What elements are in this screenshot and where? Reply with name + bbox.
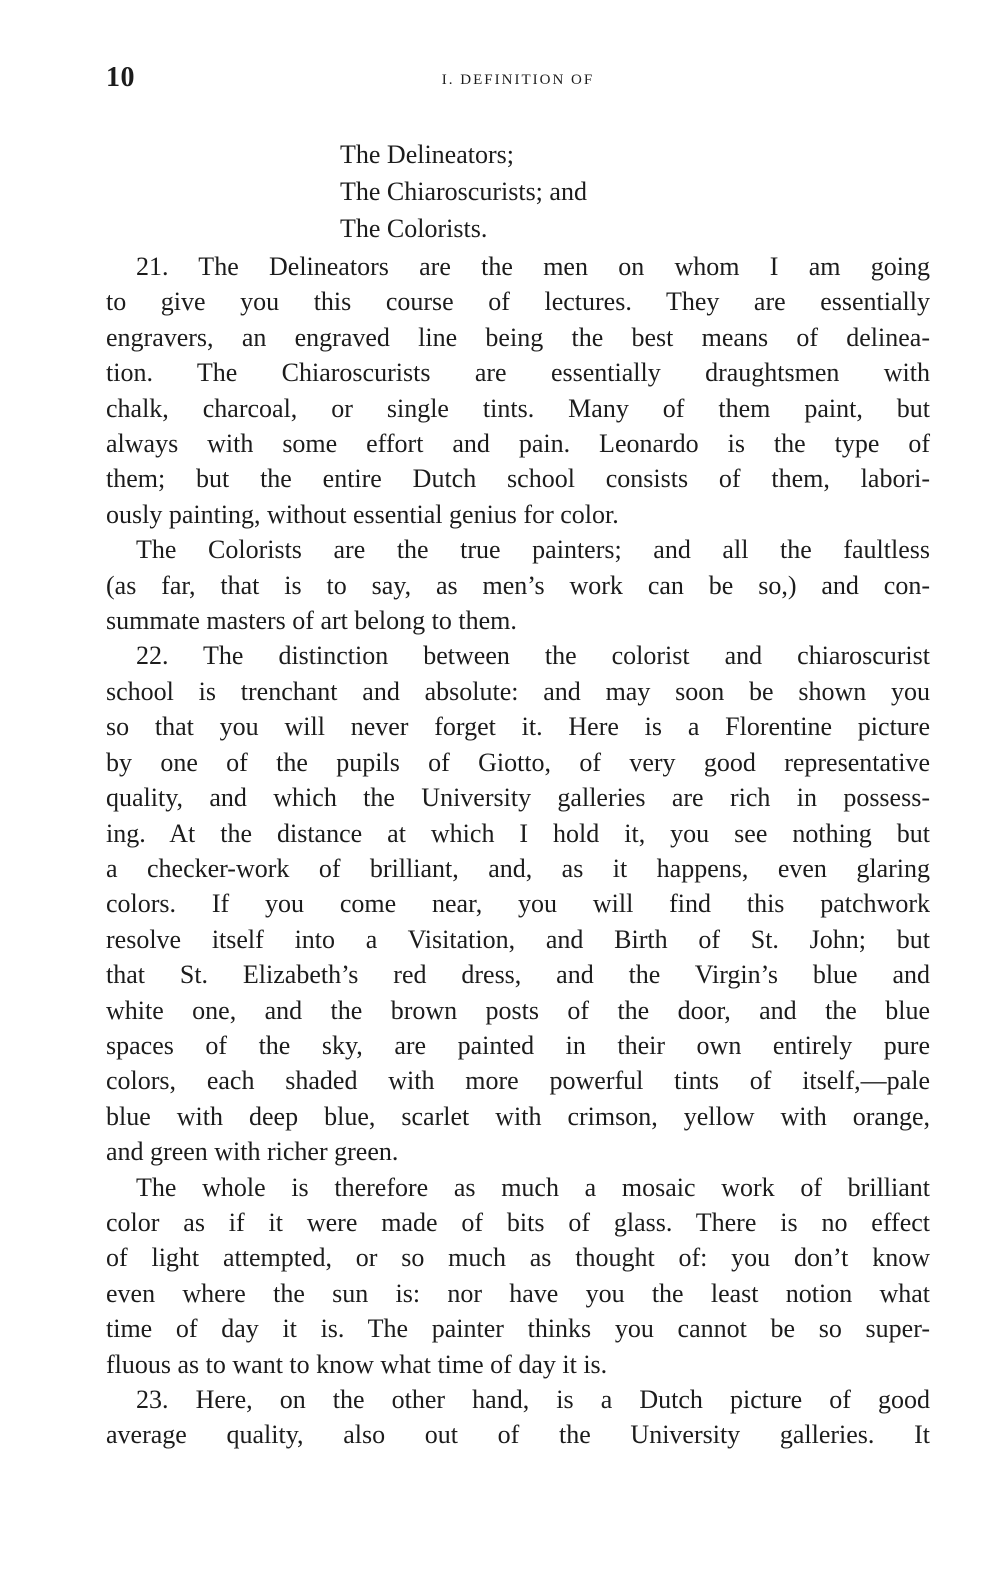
text-line: that St. Elizabeth’s red dress, and the Virgin’s blue and	[106, 960, 930, 990]
text-line: The whole is therefore as much a mosaic work of brilliant	[136, 1172, 930, 1202]
text-line: to give you this course of lectures. They are essentially	[106, 287, 930, 317]
schools-list	[340, 136, 930, 247]
text-line: by one of the pupils of Giotto, of very good representative	[106, 747, 930, 777]
text-line: (as far, that is to say, as men’s work can be so,) and con-	[106, 570, 930, 600]
list-item: The Colorists.	[340, 214, 488, 243]
list-item: The Delineators;	[340, 140, 514, 169]
text-line: average quality, also out of the University galleries. It	[106, 1420, 930, 1450]
text-line: fluous as to want to know what time of day it is.	[106, 1349, 608, 1379]
text-line: so that you will never forget it. Here is a Florentine picture	[106, 712, 930, 742]
text-line: 22. The distinction between the colorist and chiaroscurist	[136, 641, 930, 671]
text-line: tion. The Chiaroscurists are essentially draughtsmen with	[106, 358, 930, 388]
text-line: colors, each shaded with more powerful tints of itself,—pale	[106, 1066, 930, 1096]
text-line: time of day it is. The painter thinks you cannot be so super-	[106, 1314, 930, 1344]
text-line: even where the sun is: nor have you the least notion what	[106, 1278, 930, 1308]
text-line: summate masters of art belong to them.	[106, 606, 517, 636]
paragraph	[106, 1170, 930, 1382]
text-line: 21. The Delineators are the men on whom I am going	[136, 252, 930, 281]
paragraph	[106, 638, 930, 1169]
text-line: them; but the entire Dutch school consists of them, labori-	[106, 464, 930, 494]
body-text	[106, 249, 930, 1453]
text-line: blue with deep blue, scarlet with crimson, yellow with orange,	[106, 1101, 930, 1131]
text-line: The Colorists are the true painters; and all the faultless	[136, 535, 930, 565]
text-line: engravers, an engraved line being the best means of delinea-	[106, 322, 930, 352]
list-item: The Chiaroscurists; and	[340, 177, 587, 206]
text-line: of light attempted, or so much as thought of: you don’t know	[106, 1243, 930, 1273]
running-title: I. DEFINITION OF	[441, 72, 595, 88]
page-number: 10	[106, 62, 135, 93]
running-head	[106, 62, 930, 106]
text-line: spaces of the sky, are painted in their own entirely pure	[106, 1030, 930, 1060]
text-line: color as if it were made of bits of glass. There is no effect	[106, 1207, 930, 1237]
text-line: white one, and the brown posts of the door, and the blue	[106, 995, 930, 1025]
paragraph	[106, 1382, 930, 1453]
text-line: quality, and which the University galleries are rich in possess-	[106, 783, 930, 813]
text-line: a checker-work of brilliant, and, as it happens, even glaring	[106, 853, 930, 883]
text-line: resolve itself into a Visitation, and Birth of St. John; but	[106, 924, 930, 954]
paragraph	[106, 532, 930, 638]
text-line: colors. If you come near, you will find this patchwork	[106, 889, 930, 919]
text-line: chalk, charcoal, or single tints. Many of them paint, but	[106, 393, 930, 423]
text-line: school is trenchant and absolute: and may soon be shown you	[106, 676, 930, 706]
text-line: ing. At the distance at which I hold it, you see nothing but	[106, 818, 930, 848]
book-page	[106, 62, 930, 1453]
text-line: 23. Here, on the other hand, is a Dutch picture of good	[136, 1385, 930, 1414]
text-line: always with some effort and pain. Leonardo is the type of	[106, 429, 930, 459]
text-line: and green with richer green.	[106, 1137, 399, 1167]
paragraph	[106, 249, 930, 532]
text-line: ously painting, without essential genius for color.	[106, 499, 619, 529]
